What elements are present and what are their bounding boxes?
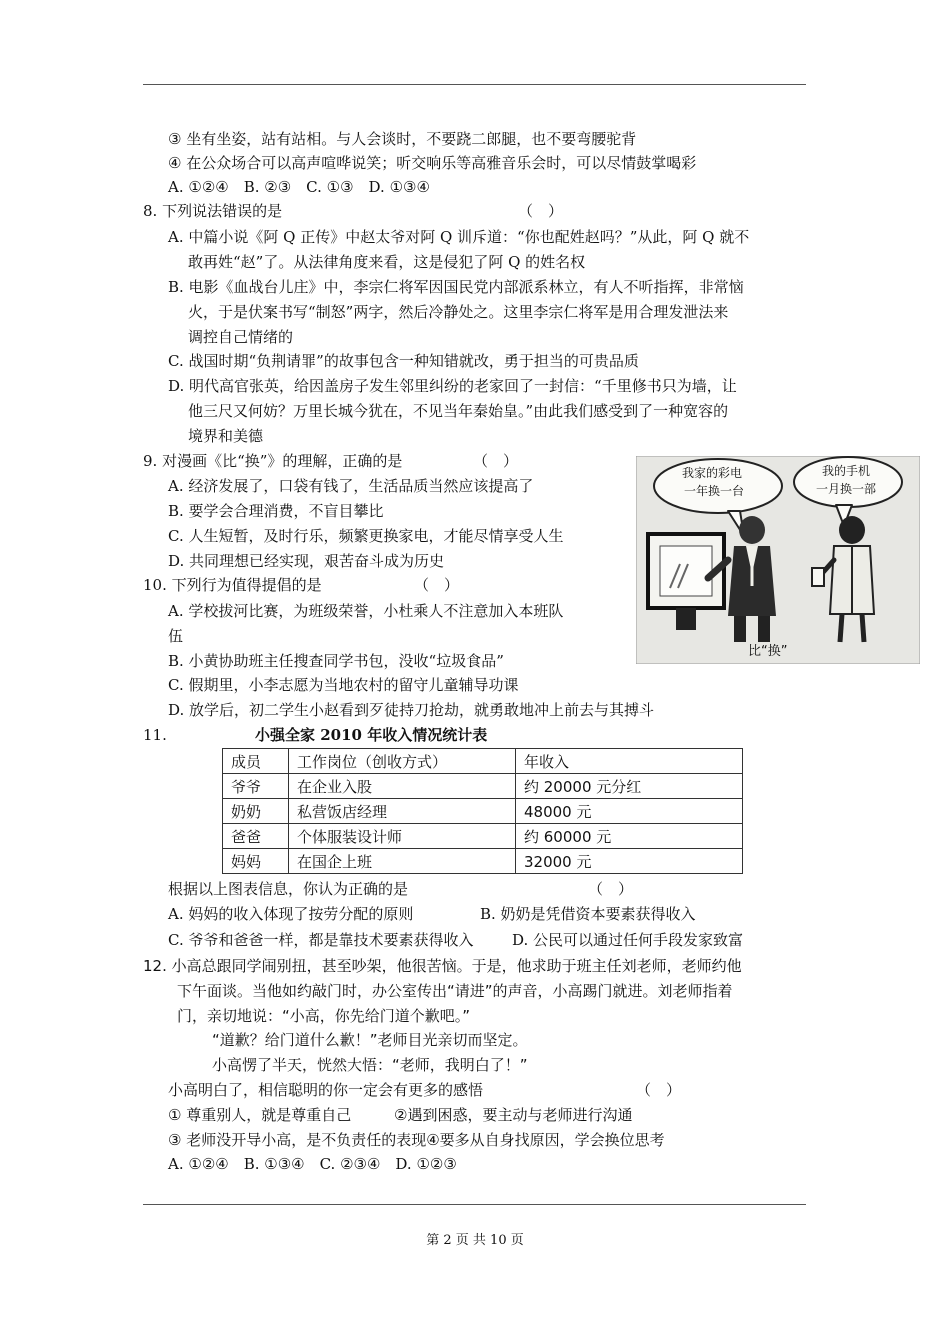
q12-option-2: ②遇到困惑，要主动与老师进行沟通	[394, 1106, 633, 1124]
table-cell: 32000 元	[516, 849, 743, 874]
q8-stem: 8. 下列说法错误的是	[143, 202, 283, 220]
table-cell: 奶奶	[223, 799, 289, 824]
q10-option-b: B. 小黄协助班主任搜查同学书包，没收“垃圾食品”	[168, 652, 504, 670]
q9-answer-blank: （ ）	[473, 452, 519, 470]
q9-option-b: B. 要学会合理消费，不盲目攀比	[168, 502, 384, 520]
q12-choices: A. ①②④ B. ①③④ C. ②③④ D. ①②③	[168, 1155, 457, 1173]
q10-option-c: C. 假期里，小李志愿为当地农村的留守儿童辅导功课	[168, 676, 519, 694]
q7-option-4: ④ 在公众场合可以高声喧哗说笑；听交响乐等高雅音乐会时，可以尽情鼓掌喝彩	[168, 154, 697, 172]
q11-table-title: 小强全家 2010 年收入情况统计表	[255, 726, 488, 744]
q11-option-a: A. 妈妈的收入体现了按劳分配的原则	[168, 905, 414, 923]
table-cell: 爸爸	[223, 824, 289, 849]
table-header-row	[223, 749, 743, 774]
q9-option-a: A. 经济发展了，口袋有钱了，生活品质当然应该提高了	[168, 477, 534, 495]
q8-option-c: C. 战国时期“负荆请罪”的故事包含一种知错就改，勇于担当的可贵品质	[168, 352, 639, 370]
q12-stem-line4: “道歉？给门道什么歉！”老师目光亲切而坚定。	[212, 1031, 528, 1049]
q11-number: 11.	[143, 726, 167, 744]
q11-stem: 根据以上图表信息，你认为正确的是	[168, 880, 409, 898]
q12-stem-line1: 12. 小高总跟同学闹别扭，甚至吵架，他很苦恼。于是，他求助于班主任刘老师，老师约他	[143, 957, 742, 975]
bubble-right-line2: 一月换一部	[816, 482, 877, 496]
income-table	[222, 748, 743, 874]
bubble-right-line1: 我的手机	[822, 464, 871, 478]
q9-option-c: C. 人生短暂，及时行乐，频繁更换家电，才能尽情享受人生	[168, 527, 564, 545]
table-header-cell: 成员	[223, 749, 289, 774]
bubble-left-line1: 我家的彩电	[682, 466, 743, 480]
cartoon-drawing	[636, 456, 920, 664]
q12-question: 小高明白了，相信聪明的你一定会有更多的感悟	[168, 1081, 484, 1099]
q11-option-b: B. 奶奶是凭借资本要素获得收入	[480, 905, 696, 923]
table-row	[223, 799, 743, 824]
table-header-cell: 工作岗位（创收方式）	[289, 749, 516, 774]
q7-option-3: ③ 坐有坐姿，站有站相。与人会谈时，不要跷二郎腿，也不要弯腰驼背	[168, 130, 637, 148]
cartoon-bi-huan	[636, 456, 920, 664]
table-cell: 约 20000 元分红	[516, 774, 743, 799]
table-row	[223, 849, 743, 874]
table-cell: 在国企上班	[289, 849, 516, 874]
header-rule	[143, 84, 806, 85]
q12-option-3-4: ③ 老师没开导小高，是不负责任的表现④要多从自身找原因，学会换位思考	[168, 1131, 665, 1149]
q11-answer-blank: （ ）	[588, 880, 634, 898]
q12-option-1: ① 尊重别人，就是尊重自己	[168, 1106, 352, 1124]
q12-answer-blank: （ ）	[636, 1081, 682, 1099]
table-cell: 48000 元	[516, 799, 743, 824]
q8-answer-blank: （ ）	[518, 202, 564, 220]
q12-stem-line5: 小高愣了半天，恍然大悟：“老师，我明白了！”	[212, 1056, 528, 1074]
q8-option-b-line2: 火，于是伏案书写“制怒”两字，然后冷静处之。这里李宗仁将军是用合理发泄法来	[188, 303, 729, 321]
table-cell: 私营饭店经理	[289, 799, 516, 824]
q9-option-d: D. 共同理想已经实现，艰苦奋斗成为历史	[168, 552, 445, 570]
bubble-left-line2: 一年换一台	[684, 484, 745, 498]
table-cell: 约 60000 元	[516, 824, 743, 849]
q8-option-d-line2: 他三尺又何妨？万里长城今犹在，不见当年秦始皇。”由此我们感受到了一种宽容的	[188, 402, 729, 420]
q8-option-d-line1: D. 明代高官张英，给因盖房子发生邻里纠纷的老家回了一封信：“千里修书只为墙，让	[168, 377, 737, 395]
q10-option-a-line1: A. 学校拔河比赛，为班级荣誉，小杜乘人不注意加入本班队	[168, 602, 564, 620]
table-row	[223, 824, 743, 849]
q12-stem-line2: 下午面谈。当他如约敲门时，办公室传出“请进”的声音，小高踢门就进。刘老师指着	[177, 982, 733, 1000]
q8-option-b-line1: B. 电影《血战台儿庄》中，李宗仁将军因国民党内部派系林立，有人不听指挥，非常恼	[168, 278, 744, 296]
q7-choices: A. ①②④ B. ②③ C. ①③ D. ①③④	[168, 178, 430, 196]
q10-option-a-line2: 伍	[168, 627, 184, 645]
table-cell: 妈妈	[223, 849, 289, 874]
q8-option-a-line2: 敢再姓“赵”了。从法律角度来看，这是侵犯了阿 Q 的姓名权	[188, 253, 586, 271]
cartoon-caption: 比“换”	[748, 644, 788, 659]
q9-stem: 9. 对漫画《比“换”》的理解，正确的是	[143, 452, 403, 470]
table-row	[223, 774, 743, 799]
q11-option-d: D. 公民可以通过任何手段发家致富	[512, 931, 744, 949]
page-number: 第 2 页 共 10 页	[426, 1233, 524, 1248]
q12-stem-line3: 门，亲切地说：“小高，你先给门道个歉吧。”	[177, 1007, 471, 1025]
q8-option-a-line1: A. 中篇小说《阿 Q 正传》中赵太爷对阿 Q 训斥道：“你也配姓赵吗？”从此，阿 Q 就不	[168, 228, 750, 246]
q8-option-b-line3: 调控自己情绪的	[188, 328, 294, 346]
table-cell: 个体服装设计师	[289, 824, 516, 849]
q10-answer-blank: （ ）	[414, 576, 460, 594]
table-cell: 在企业入股	[289, 774, 516, 799]
q10-stem: 10. 下列行为值得提倡的是	[143, 576, 322, 594]
table-cell: 爷爷	[223, 774, 289, 799]
q11-option-c: C. 爷爷和爸爸一样，都是靠技术要素获得收入	[168, 931, 474, 949]
q8-option-d-line3: 境界和美德	[188, 427, 264, 445]
table-header-cell: 年收入	[516, 749, 743, 774]
q10-option-d: D. 放学后，初二学生小赵看到歹徒持刀抢劫，就勇敢地冲上前去与其搏斗	[168, 701, 655, 719]
footer-rule	[143, 1204, 806, 1205]
